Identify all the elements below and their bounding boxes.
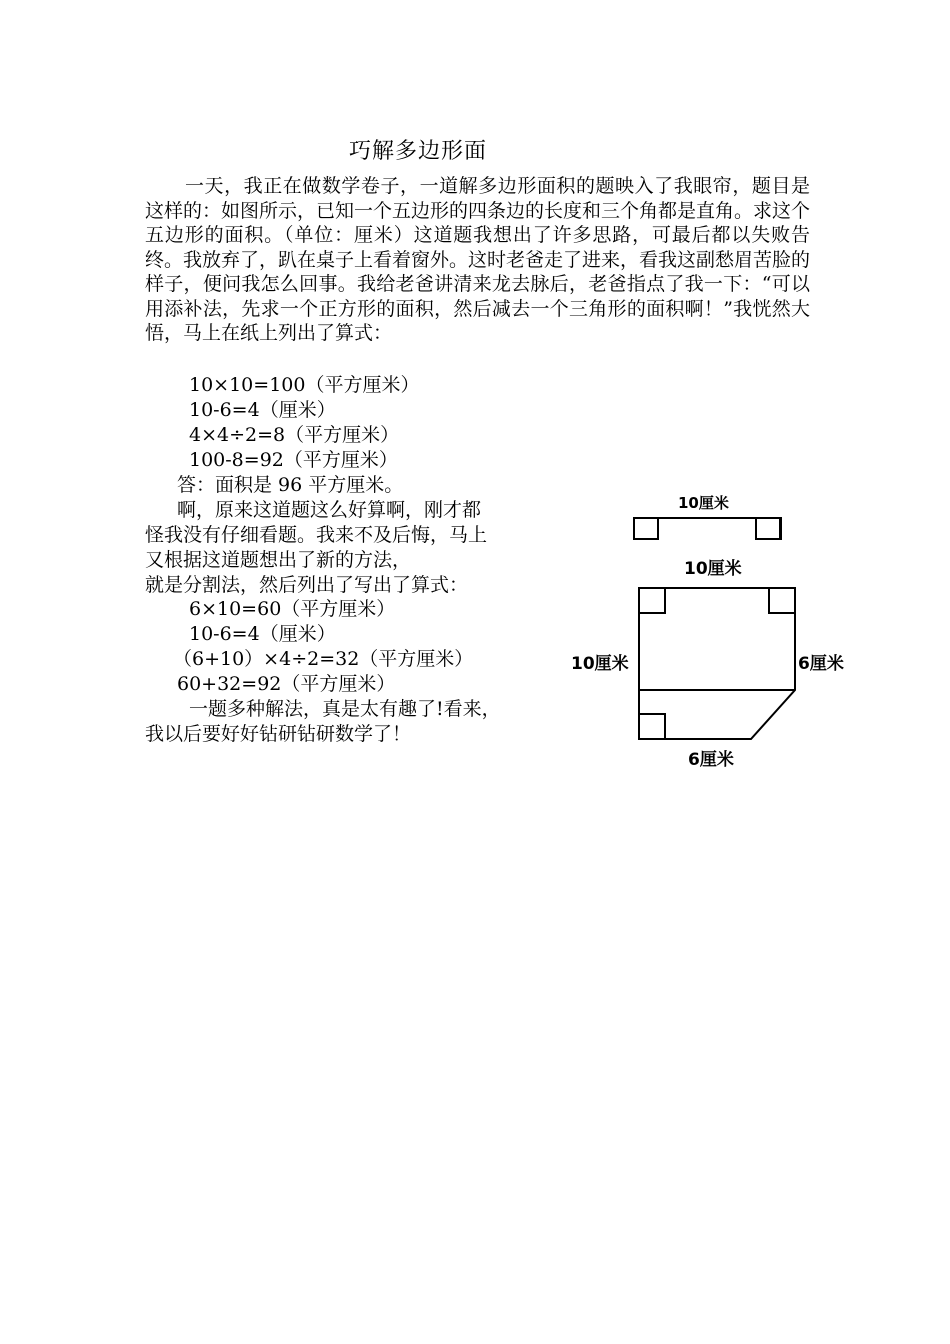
method1-equation-3: 4×4÷2=8（平方厘米） <box>189 424 400 446</box>
right-angle-mark-top-left <box>639 588 665 613</box>
method1-answer: 答：面积是 96 平方厘米。 <box>177 474 404 496</box>
method1-equation-2: 10-6=4（厘米） <box>189 399 336 421</box>
label-top-small: 10厘米 <box>678 494 729 512</box>
label-left: 10厘米 <box>571 654 629 674</box>
paragraph2-line-2: 怪我没有仔细看题。我来不及后悔，马上 <box>145 524 488 546</box>
pentagon-diagram <box>560 488 870 778</box>
conclusion-line-2: 我以后要好好钻研钻研数学了！ <box>145 723 412 745</box>
method2-equation-3: （6+10）×4÷2=32（平方厘米） <box>173 648 474 670</box>
label-bottom: 6厘米 <box>688 750 734 770</box>
method1-equation-4: 100-8=92（平方厘米） <box>189 449 398 471</box>
method1-equation-1: 10×10=100（平方厘米） <box>189 374 420 396</box>
method2-equation-2: 10-6=4（厘米） <box>189 623 336 645</box>
intro-paragraph: 一天，我正在做数学卷子，一道解多边形面积的题映入了我眼帘，题目是这样的：如图所示，已知一个五边形的四条边的长度和三个角都是直角。求这个五边形的面积。（单位：厘米）这道题我想出了许多思路，可最后都以失败告终。我放弃了，趴在桌子上看着窗外。这时老爸走了进来，看我这副愁眉苦脸的样子，便问我怎么回事。我给老爸讲清来龙去脉后，老爸指点了我一下：“可以用添补法，先求一个正方形的面积，然后减去一个三角形的面积啊！”我恍然大悟，马上在纸上列出了算式： <box>145 175 811 344</box>
method2-equation-4: 60+32=92（平方厘米） <box>177 673 396 695</box>
method2-equation-1: 6×10=60（平方厘米） <box>189 598 396 620</box>
paragraph2-line-1: 啊，原来这道题这么好算啊，刚才都 <box>177 499 482 521</box>
right-angle-mark-bottom-left <box>639 714 665 739</box>
paragraph2-line-3: 又根据这道题想出了新的方法， <box>145 549 412 571</box>
conclusion-line-1: 一题多种解法，真是太有趣了!看来， <box>189 698 501 720</box>
label-right: 6厘米 <box>798 654 844 674</box>
pentagon-shape <box>639 588 795 739</box>
page-title: 巧解多边形面 <box>349 139 488 164</box>
paragraph2-line-4: 就是分割法，然后列出了写出了算式： <box>145 574 469 596</box>
top-bracket-figure <box>634 518 781 540</box>
label-top: 10厘米 <box>684 559 742 579</box>
right-angle-mark-top-right <box>769 588 795 613</box>
